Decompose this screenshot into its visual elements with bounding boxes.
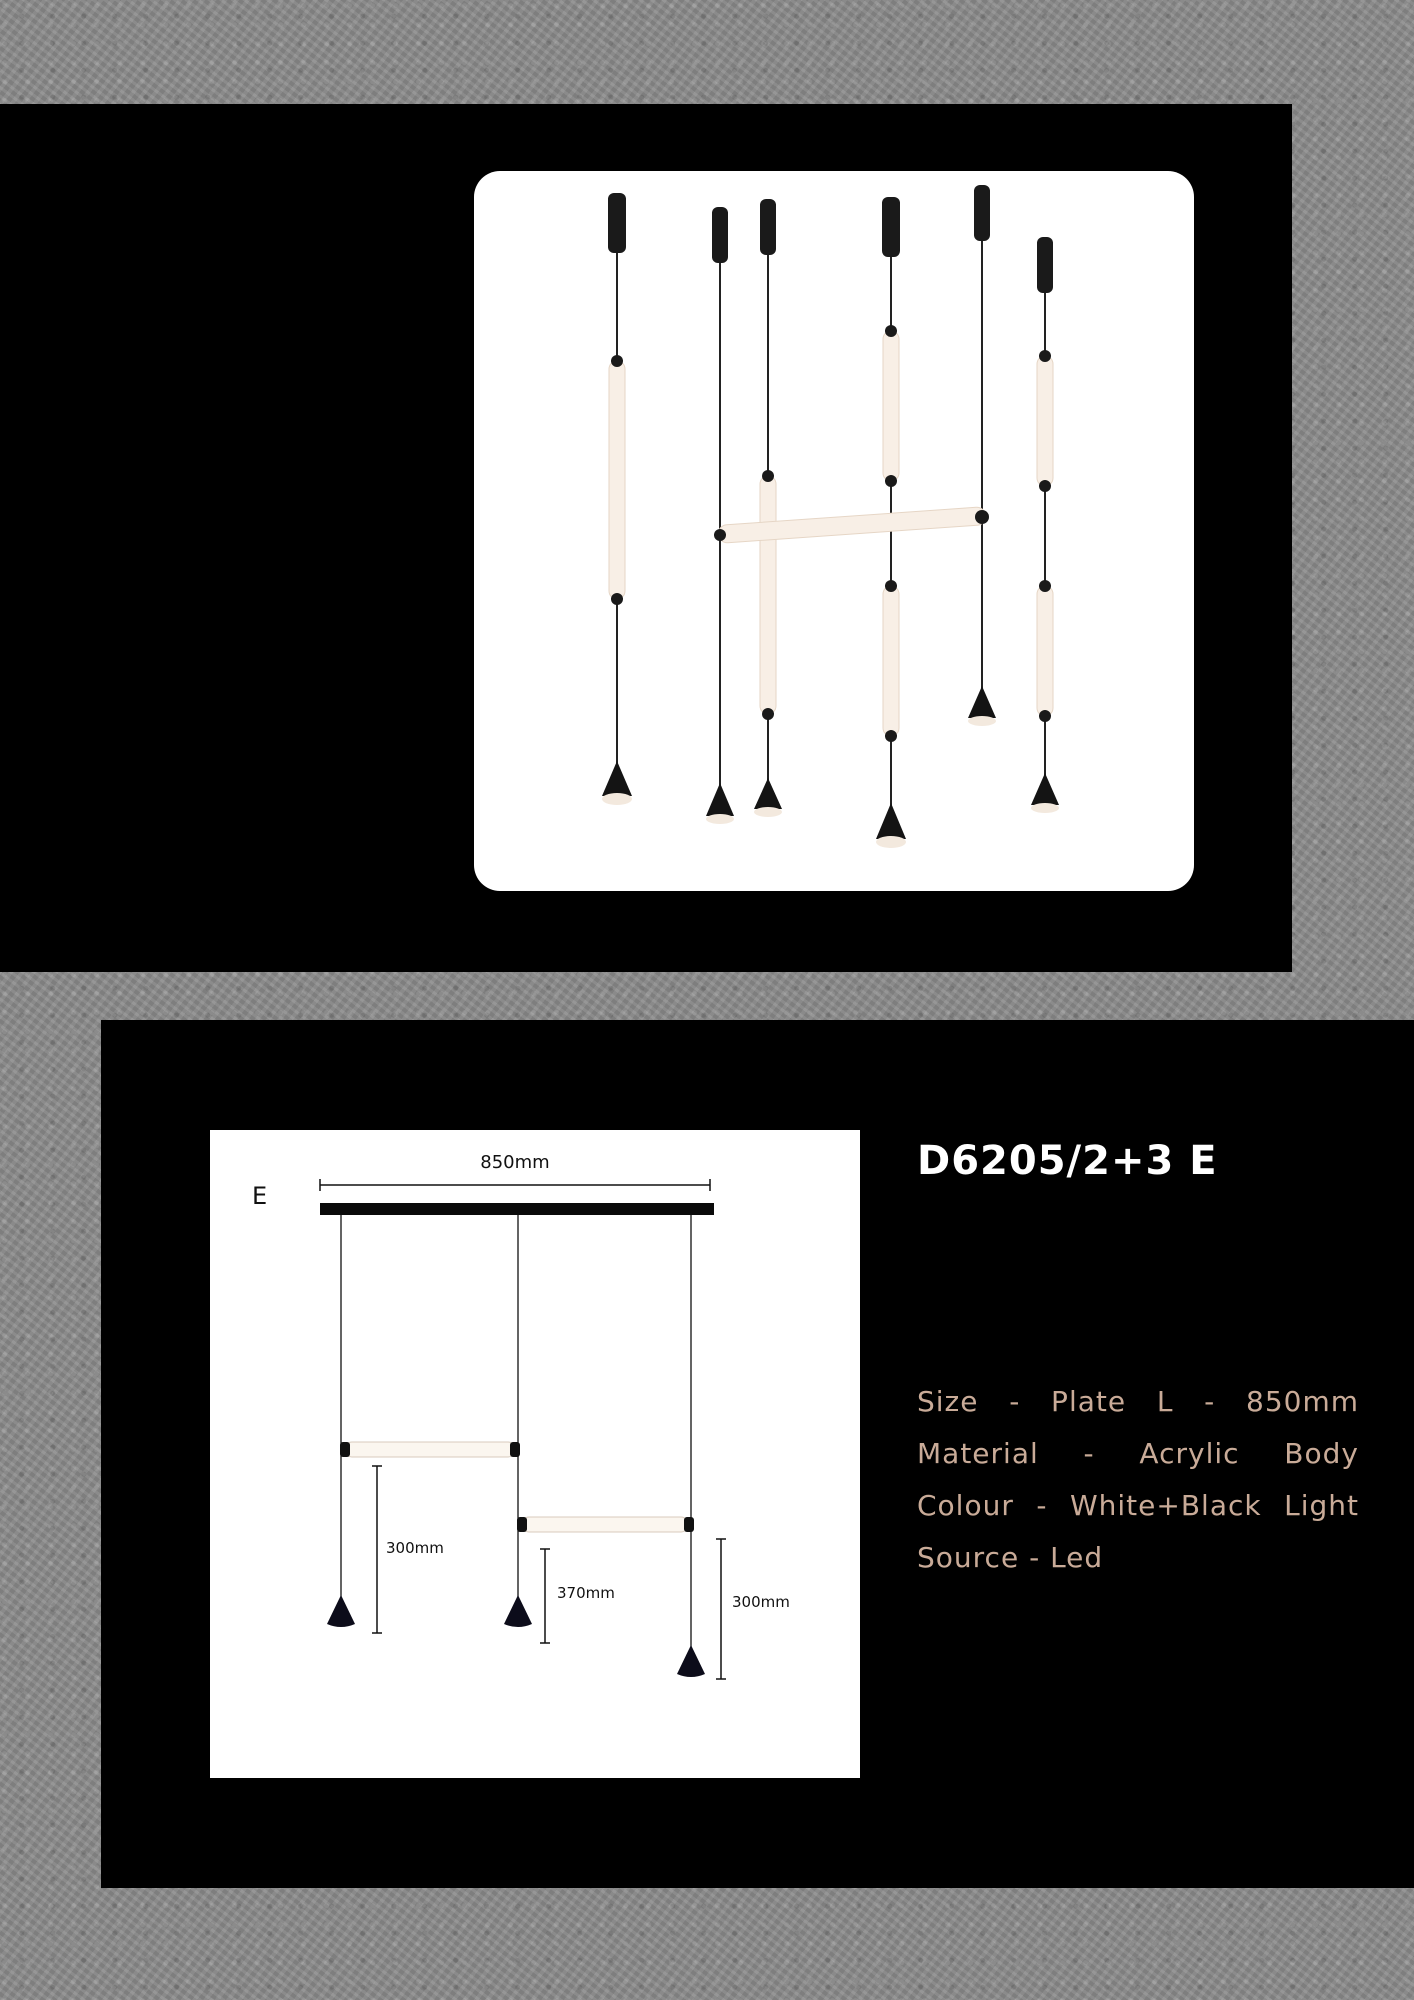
variant-label: E (252, 1182, 268, 1210)
ceiling-plate (320, 1203, 714, 1215)
drop-dimension-2: 370mm (557, 1584, 615, 1602)
technical-drawing (210, 1130, 860, 1778)
product-code: D6205/2+3 E (917, 1138, 1218, 1184)
pendant-lights-photo (474, 171, 1194, 891)
width-dimension: 850mm (480, 1152, 550, 1173)
spec-line-4: Source - Led (917, 1541, 1104, 1574)
dimension-drawing (210, 1130, 860, 1778)
drop-dimension-1: 300mm (386, 1539, 444, 1557)
tube-2 (517, 1517, 694, 1532)
product-specs (917, 1376, 1359, 1584)
tube-1 (340, 1442, 520, 1457)
spec-line-3: Colour - White+Black Light (917, 1489, 1359, 1522)
product-photo (474, 171, 1194, 891)
spec-line-2: Material - Acrylic Body (917, 1437, 1359, 1470)
drop-dimension-3: 300mm (732, 1593, 790, 1611)
spec-line-1: Size - Plate L - 850mm (917, 1385, 1359, 1418)
